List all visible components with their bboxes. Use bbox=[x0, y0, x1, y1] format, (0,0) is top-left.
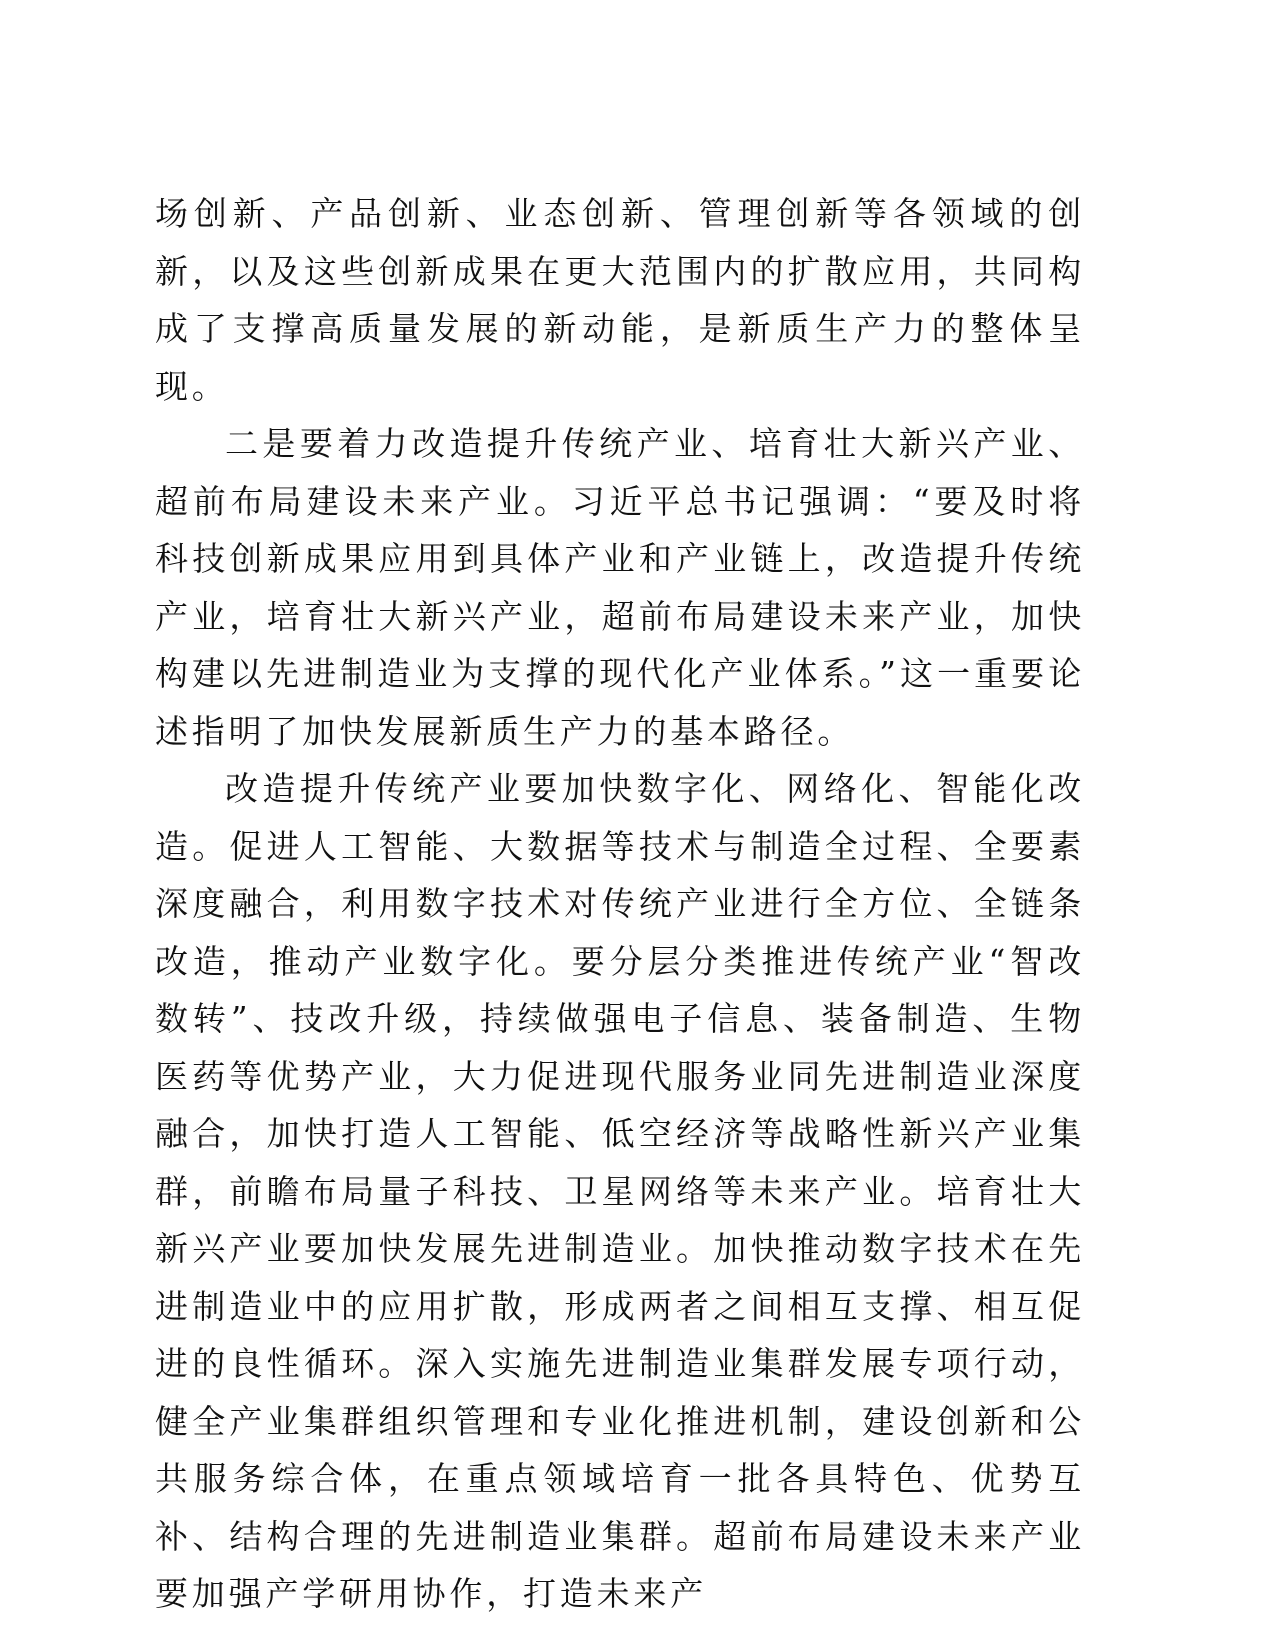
body-text bbox=[155, 185, 1085, 1623]
paragraph-traditional-industry: 改造提升传统产业要加快数字化、网络化、智能化改造。促进人工智能、大数据等技术与制造全过程、全要素深度融合，利用数字技术对传统产业进行全方位、全链条改造，推动产业数字化。要分层分类推进传统产业“智改数转”、技改升级，持续做强电子信息、装备制造、生物医药等优势产业，大力促进现代服务业同先进制造业深度融合，加快打造人工智能、低空经济等战略性新兴产业集群，前瞻布局量子科技、卫星网络等未来产业。培育壮大新兴产业要加快发展先进制造业。加快推动数字技术在先进制造业中的应用扩散，形成两者之间相互支撑、相互促进的良性循环。深入实施先进制造业集群发展专项行动，健全产业集群组织管理和专业化推进机制，建设创新和公共服务综合体，在重点领域培育一批各具特色、优势互补、结构合理的先进制造业集群。超前布局建设未来产业要加强产学研用协作，打造未来产 bbox=[155, 769, 1085, 1613]
paragraph-continuation: 场创新、产品创新、业态创新、管理创新等各领域的创新，以及这些创新成果在更大范围内的扩散应用，共同构成了支撑高质量发展的新动能，是新质生产力的整体呈现。 bbox=[155, 194, 1085, 406]
paragraph-industry-path: 二是要着力改造提升传统产业、培育壮大新兴产业、超前布局建设未来产业。习近平总书记强调：“要及时将科技创新成果应用到具体产业和产业链上，改造提升传统产业，培育壮大新兴产业，超前布局建设未来产业，加快构建以先进制造业为支撑的现代化产业体系。”这一重要论述指明了加快发展新质生产力的基本路径。 bbox=[155, 424, 1085, 751]
